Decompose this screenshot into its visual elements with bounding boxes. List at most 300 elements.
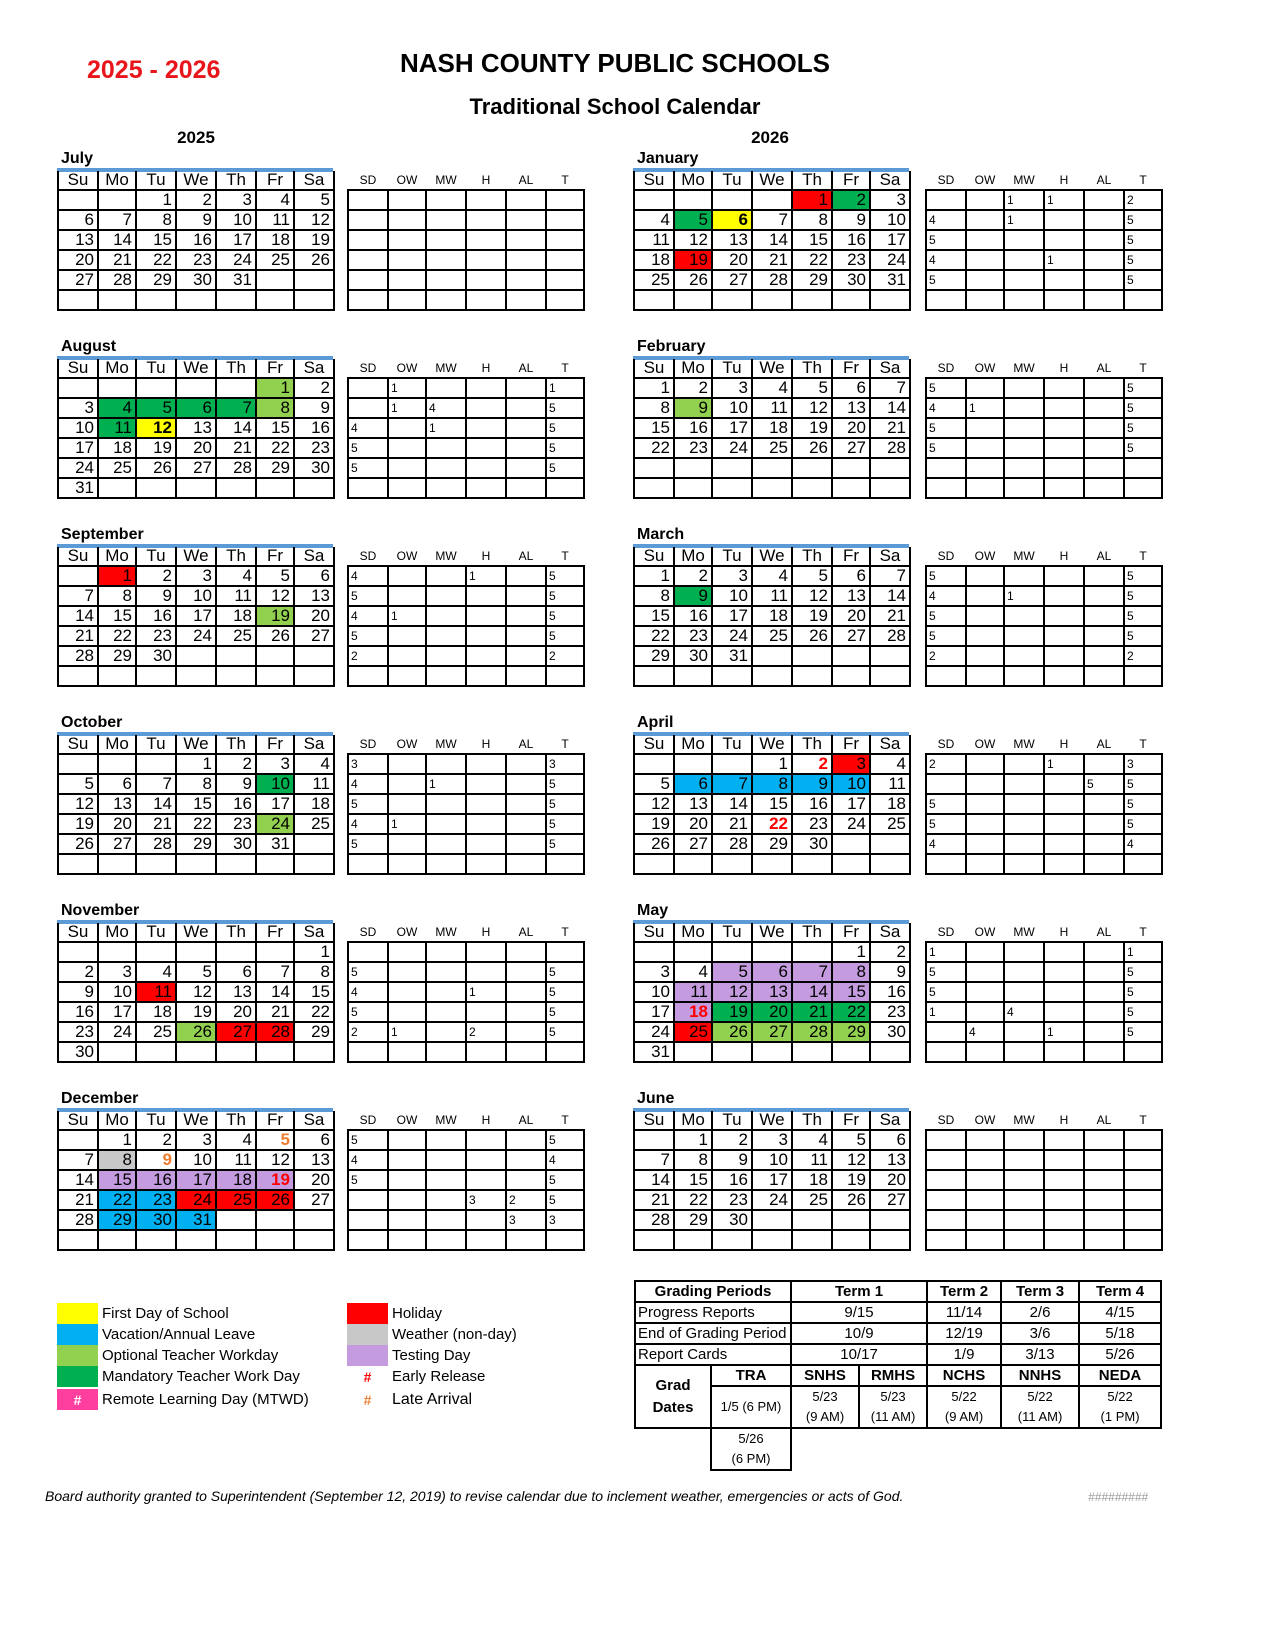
empty-cell [792, 1230, 832, 1250]
day-cell: 10 [752, 1150, 792, 1170]
stats-cell [426, 290, 466, 310]
stats-cell: 4 [348, 566, 388, 586]
weekday-header: Sa [294, 359, 334, 378]
stats-row [926, 854, 1162, 874]
stats-cell [426, 478, 466, 498]
stats-header: MW [435, 737, 457, 751]
stats-cell [1084, 814, 1124, 834]
stats-header: MW [1013, 361, 1035, 375]
stats-cell [426, 982, 466, 1002]
day-cell: 1 [674, 1130, 712, 1150]
week-row [634, 398, 910, 418]
stats-cell [506, 942, 546, 962]
empty-cell [176, 942, 216, 962]
empty-cell [870, 1042, 910, 1062]
stats-header: SD [359, 1113, 377, 1127]
stats-cell [1044, 290, 1084, 310]
stats-cell [426, 666, 466, 686]
week-row [58, 794, 334, 814]
day-cell: 20 [712, 250, 752, 270]
empty-cell [256, 1042, 294, 1062]
empty-cell [58, 754, 98, 774]
stats-cell [506, 290, 546, 310]
day-cell: 30 [870, 1022, 910, 1042]
weekday-header-row [634, 171, 910, 190]
footer-note: Board authority granted to Superintendent (September 12, 2019) to revise calendar due to inclement weather, emergencies or acts of God. [45, 1488, 904, 1504]
stats-cell: 5 [926, 814, 966, 834]
stats-cell: 2 [466, 1022, 506, 1042]
week-row [58, 1002, 334, 1022]
stats-cell: 5 [1124, 774, 1162, 794]
stats-cell: 5 [926, 794, 966, 814]
day-cell: 19 [792, 418, 832, 438]
stats-cell [348, 290, 388, 310]
day-cell: 8 [176, 774, 216, 794]
stats-cell [348, 210, 388, 230]
day-cell: 24 [176, 626, 216, 646]
day-cell: 30 [832, 270, 870, 290]
day-cell: 6 [712, 210, 752, 230]
stats-cell [426, 210, 466, 230]
weekday-header-row [634, 359, 910, 378]
weekday-header: Tu [712, 923, 752, 942]
empty-cell [136, 942, 176, 962]
stats-cell [1084, 754, 1124, 774]
stats-cell: 5 [1124, 586, 1162, 606]
stats-cell [926, 1230, 966, 1250]
day-cell: 23 [294, 438, 334, 458]
stats-cell: 3 [546, 1210, 584, 1230]
week-row [58, 1210, 334, 1230]
stats-cell [466, 210, 506, 230]
empty-cell [674, 1042, 712, 1062]
stats-row [926, 814, 1162, 834]
stats-header-row [926, 359, 1162, 378]
stats-cell [426, 1130, 466, 1150]
stats-row [348, 378, 584, 398]
empty-cell [832, 458, 870, 478]
stats-cell [348, 1190, 388, 1210]
empty-cell [634, 478, 674, 498]
stats-cell [1004, 478, 1044, 498]
stats-cell [966, 270, 1004, 290]
day-cell: 15 [98, 1170, 136, 1190]
day-cell: 19 [256, 606, 294, 626]
week-row [634, 458, 910, 478]
stats-row [926, 1170, 1162, 1190]
day-cell: 30 [712, 1210, 752, 1230]
empty-cell [792, 478, 832, 498]
weekday-header: Su [634, 359, 674, 378]
stats-row [348, 814, 584, 834]
weekday-header-row [58, 359, 334, 378]
stats-cell [966, 646, 1004, 666]
stats-cell [1084, 1042, 1124, 1062]
week-row [58, 666, 334, 686]
weekday-header-row [58, 1111, 334, 1130]
weekday-header: Sa [870, 923, 910, 942]
day-cell: 15 [832, 982, 870, 1002]
stats-cell: 5 [926, 606, 966, 626]
stats-cell [506, 626, 546, 646]
day-cell: 21 [58, 1190, 98, 1210]
day-cell: 29 [98, 1210, 136, 1230]
stats-cell [388, 666, 426, 686]
day-cell: 19 [256, 1170, 294, 1190]
day-cell: 4 [98, 398, 136, 418]
stats-cell [546, 1042, 584, 1062]
empty-cell [136, 666, 176, 686]
week-row [634, 418, 910, 438]
stats-cell [1044, 210, 1084, 230]
day-cell: 26 [634, 834, 674, 854]
stats-cell: 1 [1004, 210, 1044, 230]
stats-row [348, 1042, 584, 1062]
stats-cell [1044, 378, 1084, 398]
weekday-header: We [176, 1111, 216, 1130]
stats-header: H [1059, 925, 1069, 939]
day-cell: 24 [216, 250, 256, 270]
day-cell: 14 [870, 398, 910, 418]
month-name: November [61, 902, 140, 919]
weekday-header: Th [216, 735, 256, 754]
weekday-header: Th [792, 547, 832, 566]
empty-cell [98, 478, 136, 498]
stats-cell [926, 1130, 966, 1150]
stats-cell: 5 [1084, 774, 1124, 794]
stats-cell [426, 606, 466, 626]
stats-header-row [926, 923, 1162, 942]
stats-cell [926, 458, 966, 478]
day-cell: 26 [792, 626, 832, 646]
stats-cell [426, 190, 466, 210]
empty-cell [634, 754, 674, 774]
empty-cell [752, 854, 792, 874]
stats-cell [506, 666, 546, 686]
stats-cell: 1 [926, 1002, 966, 1022]
weekday-header: Tu [712, 171, 752, 190]
weekday-header: We [176, 547, 216, 566]
stats-cell [1084, 478, 1124, 498]
day-cell: 1 [176, 754, 216, 774]
day-cell: 19 [136, 438, 176, 458]
stats-cell [1044, 398, 1084, 418]
month-name: May [637, 902, 669, 919]
weekday-header: Fr [832, 923, 870, 942]
day-cell: 30 [176, 270, 216, 290]
stats-cell [1124, 1210, 1162, 1230]
day-cell: 5 [712, 962, 752, 982]
stats-row [348, 478, 584, 498]
stats-cell: 1 [426, 418, 466, 438]
stats-cell: 5 [546, 814, 584, 834]
weekday-header: Th [216, 547, 256, 566]
stats-cell: 4 [546, 1150, 584, 1170]
day-cell: 24 [176, 1190, 216, 1210]
stats-cell [506, 834, 546, 854]
month-calendar-table [57, 547, 335, 687]
stats-header: MW [435, 925, 457, 939]
weekday-header: Mo [98, 547, 136, 566]
empty-cell [870, 854, 910, 874]
stats-cell [966, 754, 1004, 774]
stats-cell [1044, 586, 1084, 606]
empty-cell [216, 942, 256, 962]
stats-cell: 5 [546, 774, 584, 794]
day-cell: 20 [98, 814, 136, 834]
stats-cell [426, 1022, 466, 1042]
day-cell: 13 [294, 1150, 334, 1170]
stats-cell [1044, 438, 1084, 458]
day-cell: 17 [216, 230, 256, 250]
stats-cell: 4 [926, 834, 966, 854]
empty-cell [870, 458, 910, 478]
empty-cell [136, 854, 176, 874]
day-cell: 12 [634, 794, 674, 814]
empty-cell [294, 834, 334, 854]
day-cell: 1 [294, 942, 334, 962]
day-cell: 9 [136, 1150, 176, 1170]
stats-cell [426, 1230, 466, 1250]
stats-cell: 5 [926, 626, 966, 646]
stats-header-row [348, 923, 584, 942]
stats-cell [1044, 1190, 1084, 1210]
stats-cell [388, 854, 426, 874]
week-row [58, 814, 334, 834]
weekday-header: Sa [294, 171, 334, 190]
weekday-header: We [752, 359, 792, 378]
light-green-swatch-icon [57, 1345, 98, 1366]
stats-header: AL [1096, 173, 1112, 187]
stats-header: T [561, 361, 569, 375]
stats-cell: 5 [926, 270, 966, 290]
week-row [634, 1230, 910, 1250]
week-row [634, 606, 910, 626]
weekday-header: Tu [136, 923, 176, 942]
stats-cell [388, 1230, 426, 1250]
stats-cell [426, 1190, 466, 1210]
stats-cell [466, 190, 506, 210]
month-calendar-table [633, 359, 911, 499]
red-hash-icon: # [363, 1368, 372, 1385]
weekday-header: Sa [870, 171, 910, 190]
week-row [58, 398, 334, 418]
stats-cell [926, 666, 966, 686]
day-cell: 28 [870, 626, 910, 646]
stats-cell [426, 586, 466, 606]
stats-cell: 1 [1124, 942, 1162, 962]
stats-cell: 4 [348, 1150, 388, 1170]
day-cell: 28 [216, 458, 256, 478]
stats-cell [966, 1210, 1004, 1230]
empty-cell [712, 478, 752, 498]
stats-cell [1084, 1022, 1124, 1042]
pink-hash-swatch-icon: # [57, 1389, 98, 1410]
stats-row [926, 1150, 1162, 1170]
week-row [634, 586, 910, 606]
day-cell: 23 [136, 1190, 176, 1210]
day-cell: 23 [870, 1002, 910, 1022]
week-row [58, 210, 334, 230]
day-cell: 16 [294, 418, 334, 438]
stats-header: OW [974, 737, 996, 751]
stats-cell: 4 [926, 586, 966, 606]
day-cell: 6 [832, 378, 870, 398]
stats-row [926, 566, 1162, 586]
stats-header: SD [359, 925, 377, 939]
stats-cell [466, 458, 506, 478]
week-row [634, 210, 910, 230]
stats-cell: 2 [1124, 190, 1162, 210]
day-cell: 7 [792, 962, 832, 982]
empty-cell [136, 754, 176, 774]
month-calendar-table [633, 735, 911, 875]
grad-extra-row: 5/26 (6 PM) [635, 1428, 1161, 1470]
stats-cell [1084, 1150, 1124, 1170]
stats-cell [1044, 230, 1084, 250]
day-cell: 8 [832, 962, 870, 982]
stats-row [926, 478, 1162, 498]
stats-cell [388, 982, 426, 1002]
stats-cell [426, 1150, 466, 1170]
day-cell: 11 [216, 586, 256, 606]
stats-cell [348, 250, 388, 270]
weekday-header: Su [58, 171, 98, 190]
week-row [58, 1022, 334, 1042]
stats-header: AL [518, 173, 534, 187]
grading-row-progress: Progress Reports 9/15 11/14 2/6 4/15 [635, 1302, 1161, 1323]
stats-cell [1084, 418, 1124, 438]
week-row [58, 270, 334, 290]
week-row [58, 942, 334, 962]
stats-cell [1004, 1042, 1044, 1062]
day-cell: 2 [294, 378, 334, 398]
day-cell: 11 [792, 1150, 832, 1170]
month-calendar-table [633, 1111, 911, 1251]
day-cell: 11 [294, 774, 334, 794]
empty-cell [634, 290, 674, 310]
stats-header: SD [937, 173, 955, 187]
day-cell: 10 [634, 982, 674, 1002]
month-name: March [637, 526, 685, 543]
day-cell: 14 [870, 586, 910, 606]
stats-cell [1124, 1150, 1162, 1170]
stats-header: MW [435, 549, 457, 563]
stats-cell: 5 [1124, 626, 1162, 646]
day-cell: 12 [176, 982, 216, 1002]
day-cell: 30 [294, 458, 334, 478]
day-cell: 24 [58, 458, 98, 478]
day-cell: 20 [294, 1170, 334, 1190]
month-stats-table [925, 547, 1163, 687]
weekday-header: Tu [712, 735, 752, 754]
month-calendar-table [57, 735, 335, 875]
empty-cell [712, 1230, 752, 1250]
stats-cell: 2 [348, 646, 388, 666]
day-cell: 15 [752, 794, 792, 814]
empty-cell [674, 754, 712, 774]
day-cell: 31 [870, 270, 910, 290]
day-cell: 25 [634, 270, 674, 290]
day-cell: 16 [870, 982, 910, 1002]
day-cell: 26 [58, 834, 98, 854]
weekday-header: Th [216, 359, 256, 378]
week-row [58, 230, 334, 250]
stats-cell [348, 270, 388, 290]
stats-cell [388, 270, 426, 290]
stats-cell [926, 1170, 966, 1190]
stats-cell [966, 982, 1004, 1002]
day-cell: 14 [712, 794, 752, 814]
weekday-header: Sa [870, 547, 910, 566]
day-cell: 28 [634, 1210, 674, 1230]
day-cell: 3 [58, 398, 98, 418]
week-row [58, 1190, 334, 1210]
day-cell: 6 [752, 962, 792, 982]
stats-row [348, 1002, 584, 1022]
day-cell: 17 [176, 1170, 216, 1190]
stats-row [348, 794, 584, 814]
stats-cell [1084, 1002, 1124, 1022]
day-cell: 9 [832, 210, 870, 230]
stats-cell [426, 270, 466, 290]
stats-cell [546, 290, 584, 310]
stats-cell: 5 [926, 566, 966, 586]
empty-cell [832, 854, 870, 874]
day-cell: 8 [256, 398, 294, 418]
stats-header: T [561, 549, 569, 563]
stats-cell [1044, 942, 1084, 962]
stats-cell: 5 [926, 378, 966, 398]
grading-periods-table [634, 1280, 1162, 1471]
day-cell: 28 [870, 438, 910, 458]
stats-cell [1084, 1210, 1124, 1230]
empty-cell [634, 666, 674, 686]
footer-hash: ######### [1088, 1490, 1149, 1504]
month-name: February [637, 338, 706, 355]
stats-cell [388, 566, 426, 586]
stats-cell [506, 1042, 546, 1062]
day-cell: 26 [136, 458, 176, 478]
day-cell: 11 [870, 774, 910, 794]
grading-row-end: End of Grading Period 10/9 12/19 3/6 5/18 [635, 1323, 1161, 1344]
week-row [634, 1170, 910, 1190]
day-cell: 7 [256, 962, 294, 982]
stats-header: H [1059, 549, 1069, 563]
stats-cell: 5 [926, 962, 966, 982]
empty-cell [712, 458, 752, 478]
stats-header: SD [937, 361, 955, 375]
week-row [58, 646, 334, 666]
day-cell: 7 [634, 1150, 674, 1170]
week-row [634, 962, 910, 982]
stats-cell: 2 [926, 754, 966, 774]
week-row [634, 1190, 910, 1210]
day-cell: 11 [98, 418, 136, 438]
day-cell: 26 [256, 1190, 294, 1210]
stats-cell [388, 586, 426, 606]
stats-cell [466, 666, 506, 686]
stats-cell [966, 1130, 1004, 1150]
stats-header: H [1059, 173, 1069, 187]
stats-cell [506, 754, 546, 774]
stats-cell [1084, 250, 1124, 270]
day-cell: 11 [752, 586, 792, 606]
day-cell: 6 [870, 1130, 910, 1150]
stats-cell [1044, 814, 1084, 834]
week-row [58, 1230, 334, 1250]
day-cell: 14 [58, 1170, 98, 1190]
